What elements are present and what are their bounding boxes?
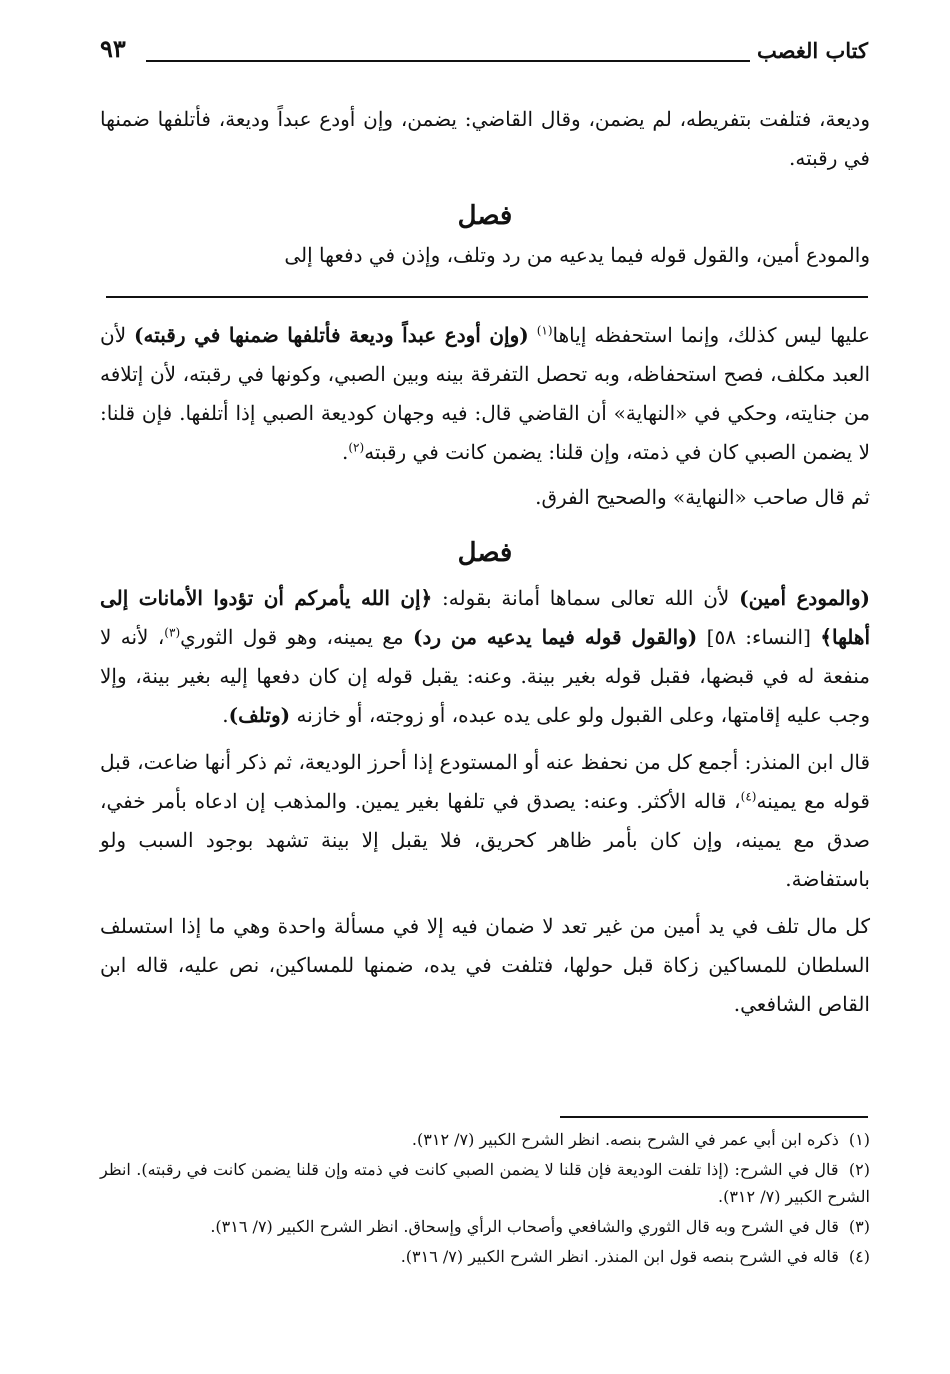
quoted-matn: (والقول قوله فيما يدعيه من رد) [412, 625, 698, 649]
footnote [100, 1243, 870, 1270]
section-heading: فصل [457, 538, 513, 568]
commentary-paragraph: عليها ليس كذلك، وإنما استحفظه إياها$^{(١)}$ (وإن أودع عبداً وديعة فأتلفها ضمنها في رقبته) لأن العبد مكلف، فصح استحفاظه، وبه تحصل التفرقة بينه وبين الصبي، وكونها في رقبته، لأن إتلافه من جنايته، وحكي في «النهاية» أن القاضي قال: فيه وجهان كوديعة الصبي إذا أتلفها. فإن قلنا: لا يضمن الصبي كان في ذمته، وإن قلنا: يضمن كانت في رقبته$^{(٢)}$. [100, 323, 871, 464]
footnote-number: (٣) [848, 1217, 870, 1236]
commentary-text [100, 316, 870, 1024]
quoted-matn: (وإن أودع عبداً وديعة فأتلفها ضمنها في رقبته) [134, 323, 529, 347]
commentary-paragraph: كل مال تلف في يد أمين من غير تعد لا ضمان فيه إلا في مسألة واحدة وهي ما إذا استسلف السلطان للمساكين زكاة قبل حولها، فتلفت في يده، ضمنها للمساكين، نص عليه، قاله ابن القاص الشافعي. [100, 914, 870, 1016]
commentary-paragraph: قال ابن المنذر: أجمع كل من نحفظ عنه أو المستودع إذا أحرز الوديعة، ثم ذكر أنها ضاعت، قبل قوله مع يمينه$^{(٤)}$، قاله الأكثر. وعنه: يصدق في تلفها بغير يمين. والمذهب إن ادعاه بأمر خفي، صدق مع يمينه، وإن كان بأمر ظاهر كحريق، فلا يقبل إلا بينة تشهد بوجود السبب ولو باستفاضة. [100, 750, 871, 891]
commentary-paragraph: ثم قال صاحب «النهاية» والصحيح الفرق. [535, 485, 870, 509]
quoted-matn: (وتلف) [228, 703, 291, 727]
footnote-number: (١) [848, 1130, 870, 1149]
commentary-paragraph: (والمودع أمين) لأن الله تعالى سماها أمانة بقوله: ﴿إن الله يأمركم أن تؤدوا الأمانات إلى أهلها﴾ [النساء: ٥٨] (والقول قوله فيما يدعيه من رد) مع يمينه، وهو قول الثوري$^{(٣)}$، لأنه لا منفعة له في قبضها، فقبل قوله بغير بينة. وعنه: يقبل قوله إن كان دفعها إليه بغير بينة، وإلا وجب عليه إقامتها، وعلى القبول ولو على يده عبده، أو زوجته، أو خازنه (وتلف). [100, 586, 871, 727]
matn-separator [106, 296, 868, 298]
running-head: كتاب الغصب [756, 38, 868, 63]
footnote-ref: (٢) [348, 440, 365, 455]
footnote [100, 1156, 870, 1210]
footnote-ref: (١) [536, 323, 553, 338]
footnote-text: قال في الشرح وبه قال الثوري والشافعي وأصحاب الرأي وإسحاق. انظر الشرح الكبير (٧/ ٣١٦). [210, 1217, 839, 1236]
header-rule [146, 60, 750, 62]
matn-paragraph: والمودع أمين، والقول قوله فيما يدعيه من رد وتلف، وإذن في دفعها إلى [284, 243, 870, 267]
footnote-text: ذكره ابن أبي عمر في الشرح بنصه. انظر الشرح الكبير (٧/ ٣١٢). [411, 1130, 839, 1149]
footnote-separator [560, 1116, 868, 1118]
page-header [100, 34, 868, 70]
footnote [100, 1213, 870, 1240]
footnotes [100, 1126, 870, 1273]
footnote-text: قال في الشرح: (إذا تلفت الوديعة فإن قلنا لا يضمن الصبي كانت في ذمته وإن قلنا يضمن كانت في رقبته). انظر الشرح الكبير (٧/ ٣١٢). [100, 1160, 870, 1206]
page-number: ٩٣ [100, 34, 126, 63]
footnote-number: (٢) [848, 1160, 870, 1179]
section-heading: فصل [457, 201, 513, 231]
footnote-text: قاله في الشرح بنصه قول ابن المنذر. انظر الشرح الكبير (٧/ ٣١٦). [400, 1247, 839, 1266]
quoted-matn: (والمودع أمين) [739, 586, 870, 610]
footnote [100, 1126, 870, 1153]
footnote-ref: (٣) [164, 625, 181, 640]
footnote-ref: (٤) [740, 789, 757, 804]
matn-text [100, 100, 870, 275]
footnote-number: (٤) [848, 1247, 870, 1266]
quran-verse: ﴿إن الله يأمركم أن تؤدوا الأمانات إلى أهلها﴾ [100, 586, 871, 649]
matn-paragraph: وديعة، فتلفت بتفريطه، لم يضمن، وقال القاضي: يضمن، وإن أودع عبداً وديعة، فأتلفها ضمنها في رقبته. [100, 107, 870, 170]
